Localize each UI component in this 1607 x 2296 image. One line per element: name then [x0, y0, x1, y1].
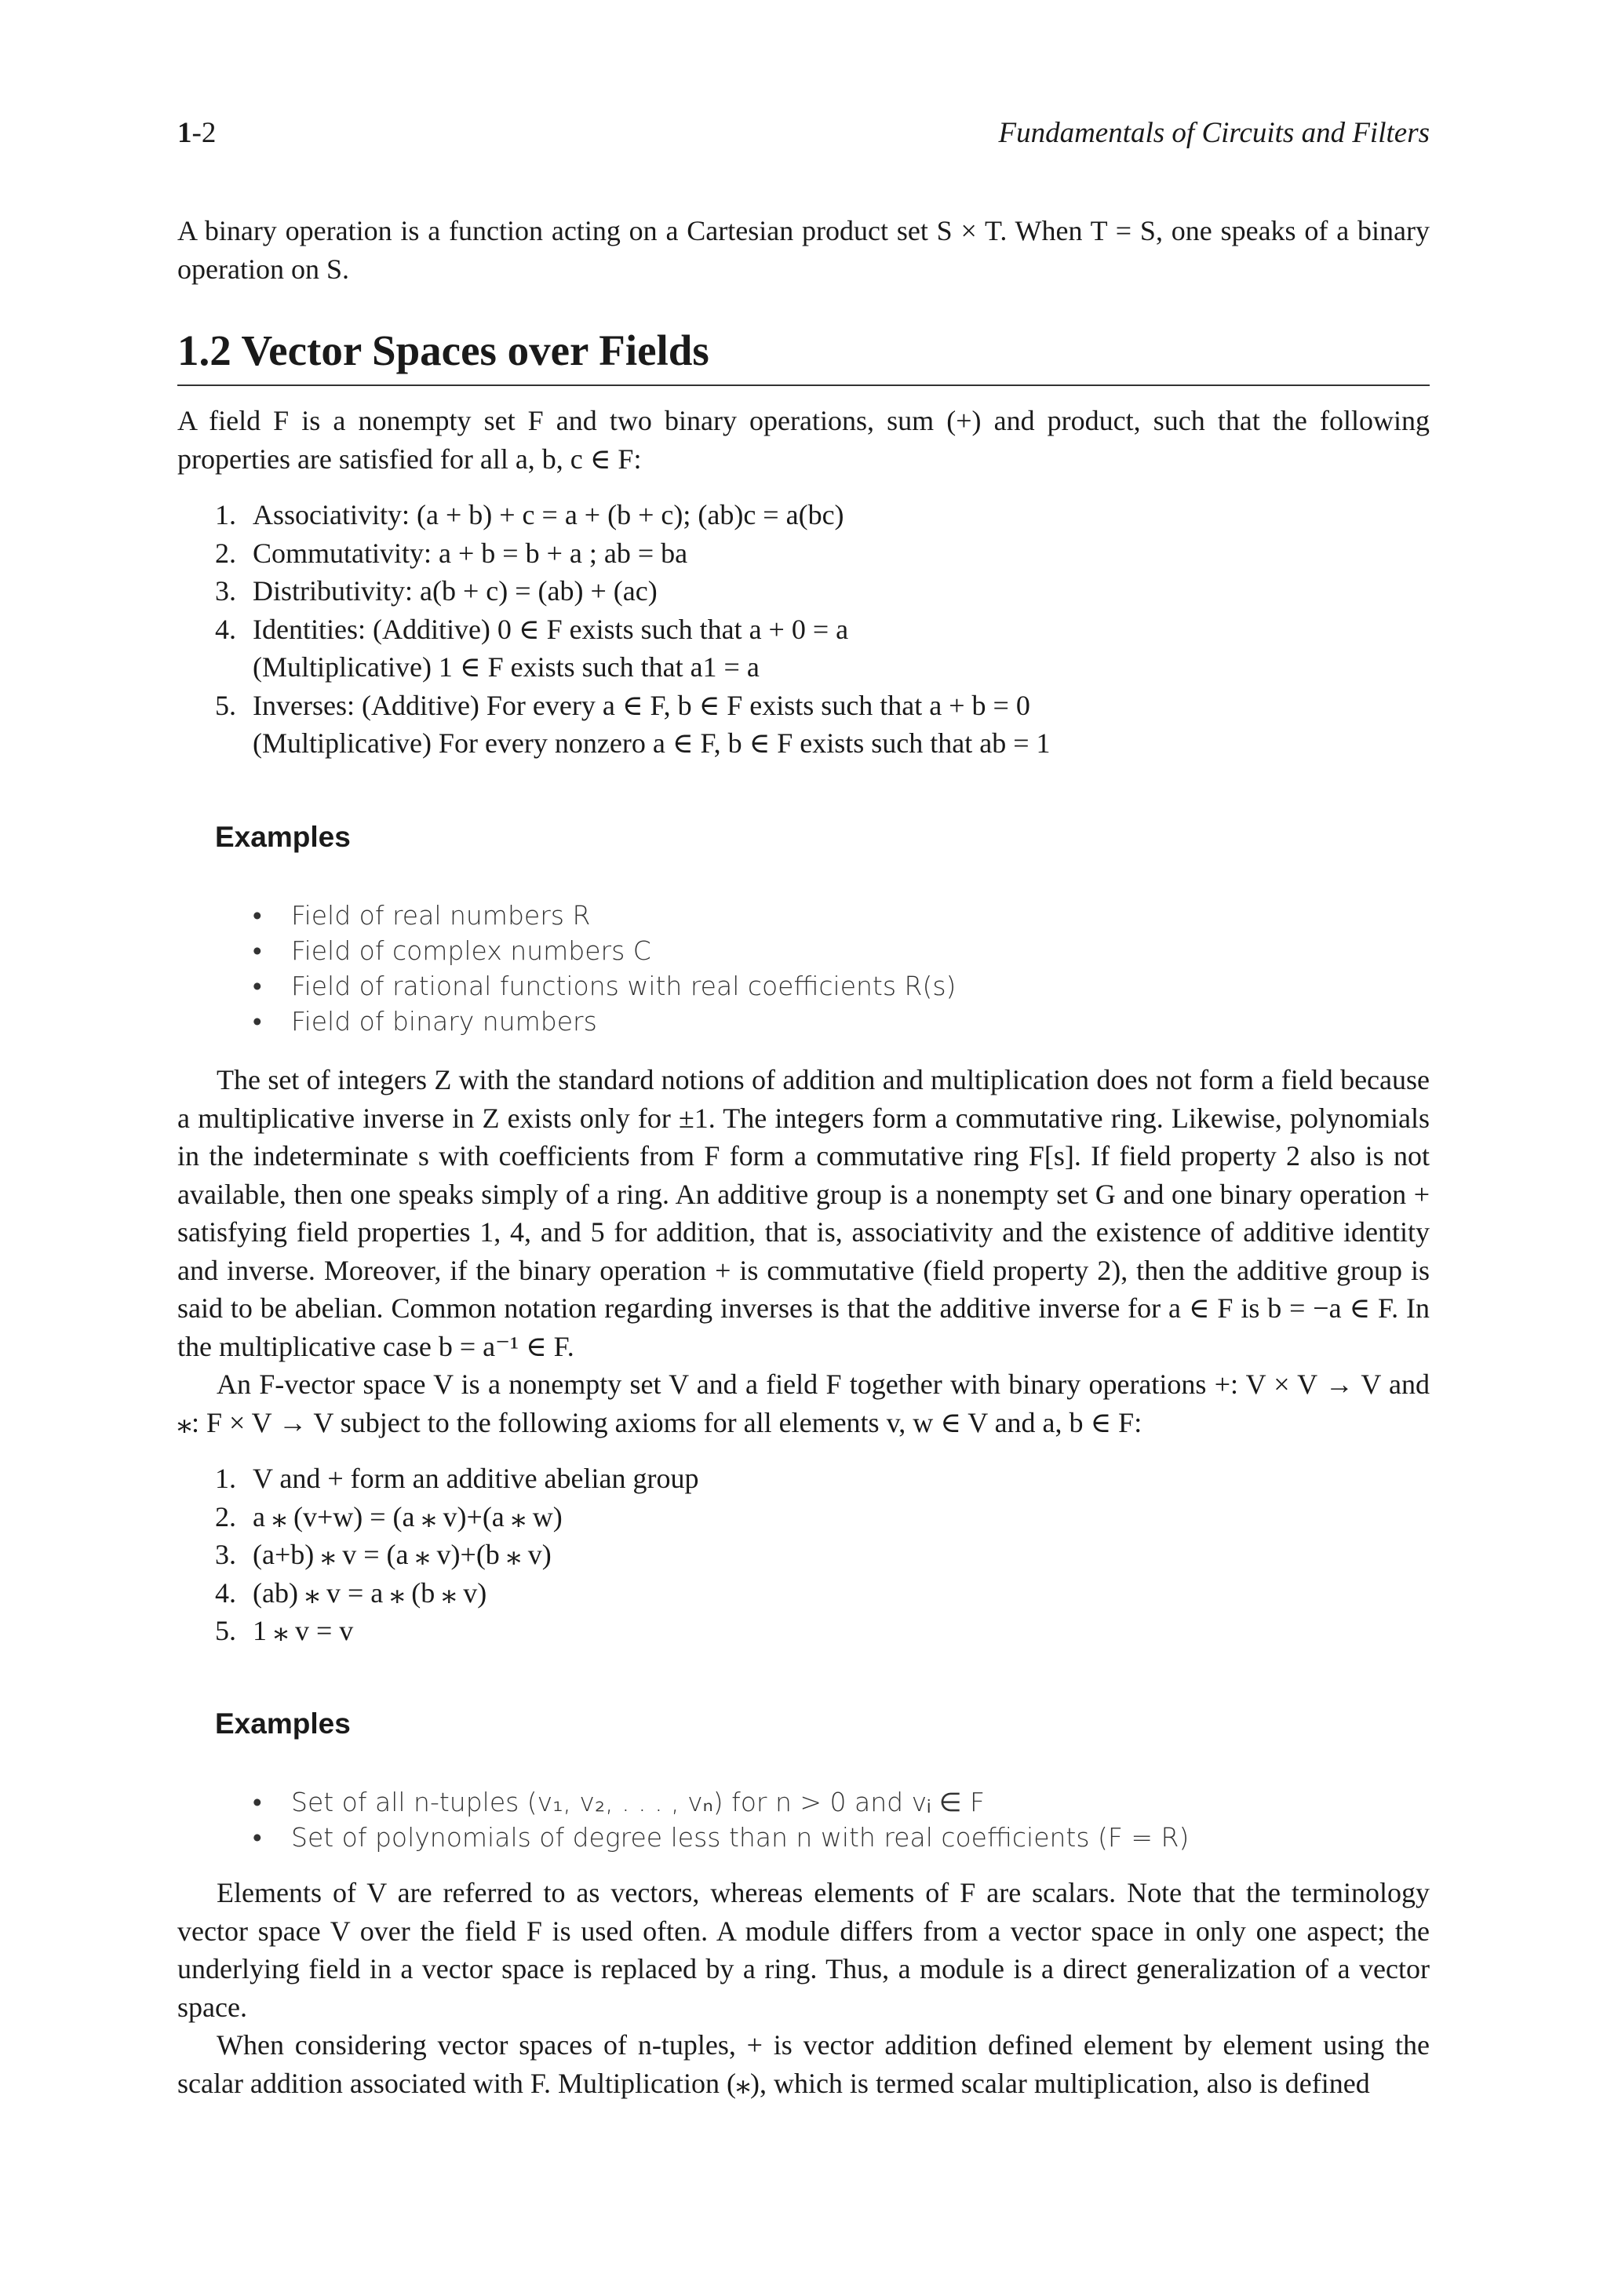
- list-item: 1. Associativity: (a + b) + c = a + (b + c); (ab)c = a(bc): [215, 499, 844, 530]
- list-item: 3. (a+b) ⁎ v = (a ⁎ v)+(b ⁎ v): [215, 1539, 552, 1570]
- running-title: Fundamentals of Circuits and Filters: [998, 117, 1430, 149]
- list-item: 2. Commutativity: a + b = b + a ; ab = ba: [215, 537, 688, 569]
- elements-paragraph: Elements of V are referred to as vectors, whereas elements of F are scalars. Note that the terminology vector space V over the field F is used often. A module differs from a vector space in only one aspect; the underlying field in a vector space is replaced by a ring. Thus, a module is a direct generalization of a vector space.: [177, 1877, 1430, 2023]
- list-item: 1. V and + form an additive abelian group: [215, 1463, 699, 1494]
- examples-heading: Examples: [215, 1707, 351, 1740]
- field-examples-list: [253, 898, 1351, 1039]
- examples-heading: Examples: [215, 821, 351, 853]
- field-definition-paragraph: A field F is a nonempty set F and two binary operations, sum (+) and product, such that the following properties are satisfied for all a, b, c ∈ F:: [177, 405, 1430, 475]
- ntuples-block: [177, 2026, 1430, 2102]
- field-properties-list: [177, 496, 1430, 763]
- list-item: • Field of binary numbers: [253, 1004, 1351, 1039]
- list-item: 4. Identities: (Additive) 0 ∈ F exists such that a + 0 = a: [215, 613, 849, 645]
- list-item: 2. a ⁎ (v+w) = (a ⁎ v)+(a ⁎ w): [215, 1500, 563, 1532]
- integers-block: [177, 1061, 1430, 1365]
- list-item: • Field of rational functions with real coefficients R(s): [253, 968, 1351, 1004]
- vector-space-block: [177, 1365, 1430, 1441]
- integers-paragraph: The set of integers Z with the standard notions of addition and multiplication does not form a field because a multiplicative inverse in Z exists only for ±1. The integers form a commutative ring. Likewise, polynomials in the indeterminate s with coefficients from F form a commutative ring F[s]. If field property 2 also is not available, then one speaks simply of a ring. An additive group is a nonempty set G and one binary operation + satisfying field properties 1, 4, and 5 for addition, that is, associativity and the existence of additive identity and inverse. Moreover, if the binary operation + is commutative (field property 2), then the additive group is said to be abelian. Common notation regarding inverses is that the additive inverse for a ∈ F is b = −a ∈ F. In the multiplicative case b = a⁻¹ ∈ F.: [177, 1064, 1430, 1362]
- page-number: 1-2: [177, 117, 217, 149]
- elements-block: [177, 1874, 1430, 2026]
- list-item: • Set of all n-tuples (v₁, v₂, . . . , vₙ) for n > 0 and vᵢ ∈ F: [253, 1784, 1351, 1820]
- intro-block: [177, 212, 1430, 288]
- field-definition-block: [177, 402, 1430, 478]
- list-item-continuation: (Multiplicative) 1 ∈ F exists such that a1 = a: [253, 651, 760, 683]
- list-item: 5. Inverses: (Additive) For every a ∈ F, b ∈ F exists such that a + b = 0: [215, 689, 1030, 721]
- list-item: • Field of real numbers R: [253, 898, 1351, 933]
- vector-space-examples-list: [253, 1784, 1351, 1855]
- list-item: • Set of polynomials of degree less than n with real coefficients (F = R): [253, 1820, 1351, 1855]
- list-item: 4. (ab) ⁎ v = a ⁎ (b ⁎ v): [215, 1576, 487, 1609]
- list-item: 5. 1 ⁎ v = v: [215, 1615, 354, 1646]
- list-item: • Field of complex numbers C: [253, 933, 1351, 968]
- ntuples-paragraph: When considering vector spaces of n-tuples, + is vector addition defined element by element using the scalar addition associated with F. Multiplication (⁎), which is termed scalar multiplication, also is defined: [177, 2029, 1430, 2099]
- running-header: [177, 116, 1430, 155]
- section-title: 1.2 Vector Spaces over Fields: [177, 323, 1430, 386]
- vector-space-paragraph: An F-vector space V is a nonempty set V and a field F together with binary operations +: V × V → V and ⁎: F × V → V subject to the following axioms for all elements v, w ∈ V and a, b ∈ F:: [177, 1368, 1430, 1438]
- list-item: 3. Distributivity: a(b + c) = (ab) + (ac): [215, 575, 658, 607]
- vector-axioms-list: [177, 1460, 1430, 1650]
- list-item-continuation: (Multiplicative) For every nonzero a ∈ F, b ∈ F exists such that ab = 1: [253, 727, 1051, 759]
- binary-operation-paragraph: A binary operation is a function acting on a Cartesian product set S × T. When T = S, one speaks of a binary operation on S.: [177, 215, 1430, 285]
